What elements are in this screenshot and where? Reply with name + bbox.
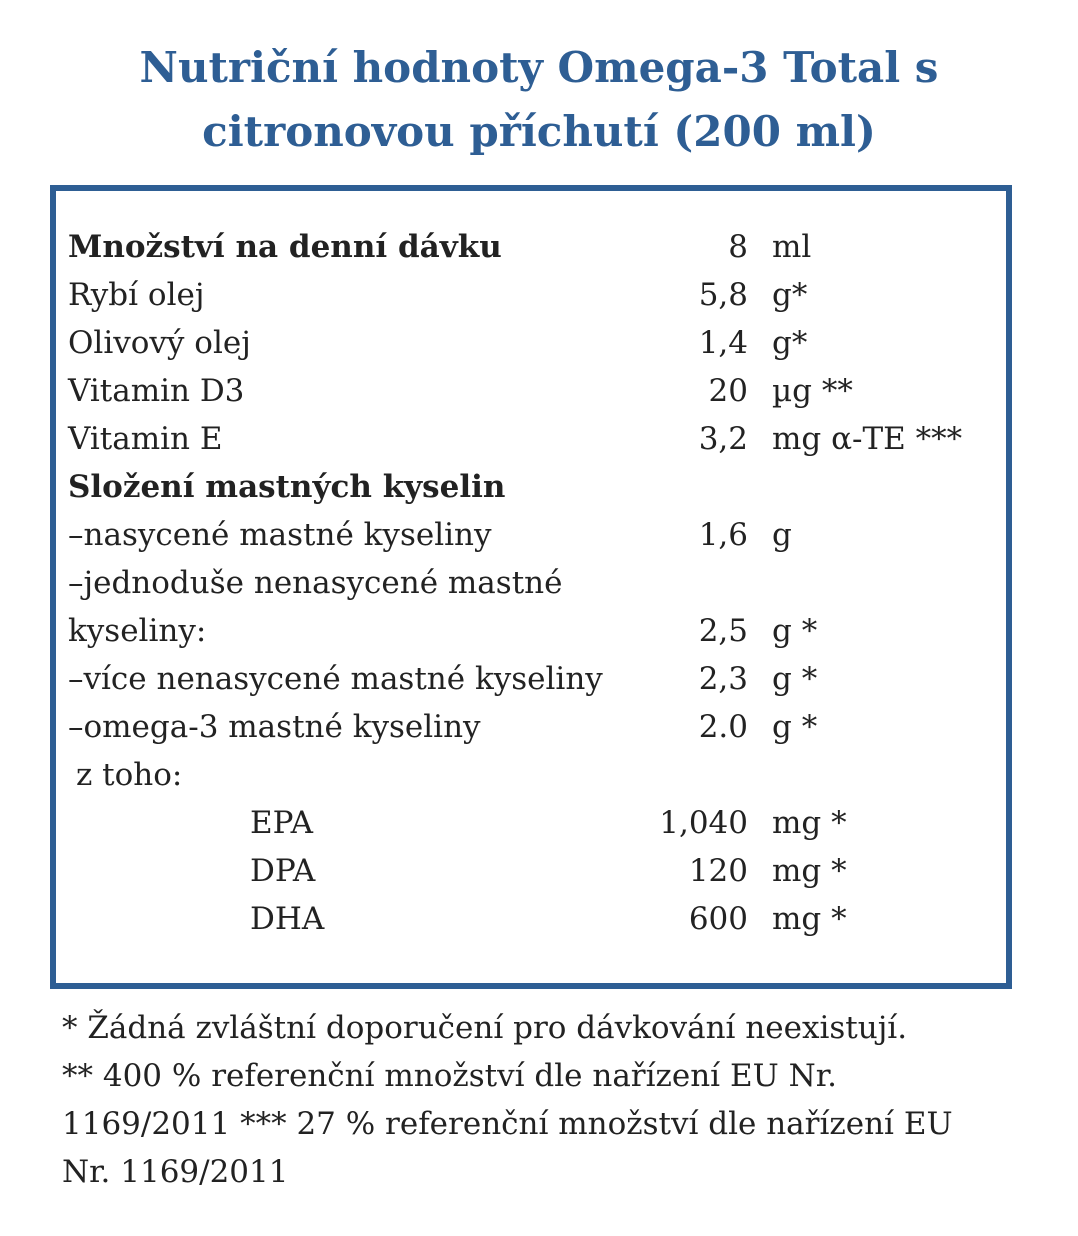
row-label: DHA <box>250 901 325 937</box>
table-row-vitamin-e <box>68 415 998 463</box>
row-value: 3,2 <box>698 421 748 457</box>
row-value: 1,040 <box>659 805 748 841</box>
row-unit: mg * <box>772 901 847 937</box>
footnotes <box>62 1004 1022 1196</box>
footnote-line: ** 400 % referenční množství dle nařízení EU Nr. <box>62 1058 837 1094</box>
row-value: 1,4 <box>698 325 748 361</box>
row-unit: g* <box>772 325 808 361</box>
row-value: 2,3 <box>698 661 748 697</box>
table-row-monounsaturated-line1 <box>68 559 998 607</box>
row-label: Rybí olej <box>68 277 205 313</box>
row-value: 5,8 <box>698 277 748 313</box>
row-unit: µg ** <box>772 373 853 409</box>
row-label: –omega-3 mastné kyseliny <box>68 709 481 745</box>
page-title-line-2: citronovou příchutí (200 ml) <box>202 107 876 156</box>
table-row-dha <box>68 895 998 943</box>
row-label: –více nenasycené mastné kyseliny <box>68 661 603 697</box>
row-value: 120 <box>688 853 748 889</box>
row-value: 20 <box>708 373 748 409</box>
row-label: Složení mastných kyselin <box>68 469 506 505</box>
row-unit: ml <box>772 229 812 265</box>
footnote-line: 1169/2011 *** 27 % referenční množství dle nařízení EU <box>62 1106 953 1142</box>
footnote-line: Nr. 1169/2011 <box>62 1154 289 1190</box>
row-unit: g * <box>772 613 818 649</box>
row-label: EPA <box>250 805 314 841</box>
table-row-fish-oil <box>68 271 998 319</box>
footnote-line: * Žádná zvláštní doporučení pro dávkování neexistují. <box>62 1010 908 1046</box>
row-label: DPA <box>250 853 316 889</box>
table-row-omega-3 <box>68 703 998 751</box>
table-row-monounsaturated <box>68 607 998 655</box>
table-row-olive-oil <box>68 319 998 367</box>
row-unit: mg * <box>772 805 847 841</box>
row-unit: g* <box>772 277 808 313</box>
table-row-dpa <box>68 847 998 895</box>
page-title <box>0 36 1078 164</box>
row-value: 2,5 <box>698 613 748 649</box>
table-row-polyunsaturated <box>68 655 998 703</box>
row-unit: mg α-TE *** <box>772 421 963 457</box>
table-row-saturated <box>68 511 998 559</box>
row-unit: g * <box>772 709 818 745</box>
row-label: Olivový olej <box>68 325 251 361</box>
row-label: Vitamin E <box>68 421 223 457</box>
row-label: –nasycené mastné kyseliny <box>68 517 492 553</box>
row-label: z toho: <box>76 757 183 793</box>
row-unit: g * <box>772 661 818 697</box>
row-label: kyseliny: <box>68 613 207 649</box>
row-value: 8 <box>728 229 748 265</box>
row-unit: g <box>772 517 792 553</box>
row-value: 1,6 <box>698 517 748 553</box>
row-label: Množství na denní dávku <box>68 229 502 265</box>
table-section-heading-fatty-acids <box>68 463 998 511</box>
nutrition-table <box>50 185 1012 989</box>
row-label: Vitamin D3 <box>68 373 245 409</box>
row-label: –jednoduše nenasycené mastné <box>68 565 563 601</box>
page-title-line-1: Nutriční hodnoty Omega-3 Total s <box>139 43 939 92</box>
table-row-of-which <box>68 751 998 799</box>
table-row-daily-dose <box>68 223 998 271</box>
row-value: 2.0 <box>698 709 748 745</box>
table-row-epa <box>68 799 998 847</box>
row-unit: mg * <box>772 853 847 889</box>
table-row-vitamin-d3 <box>68 367 998 415</box>
row-value: 600 <box>688 901 748 937</box>
